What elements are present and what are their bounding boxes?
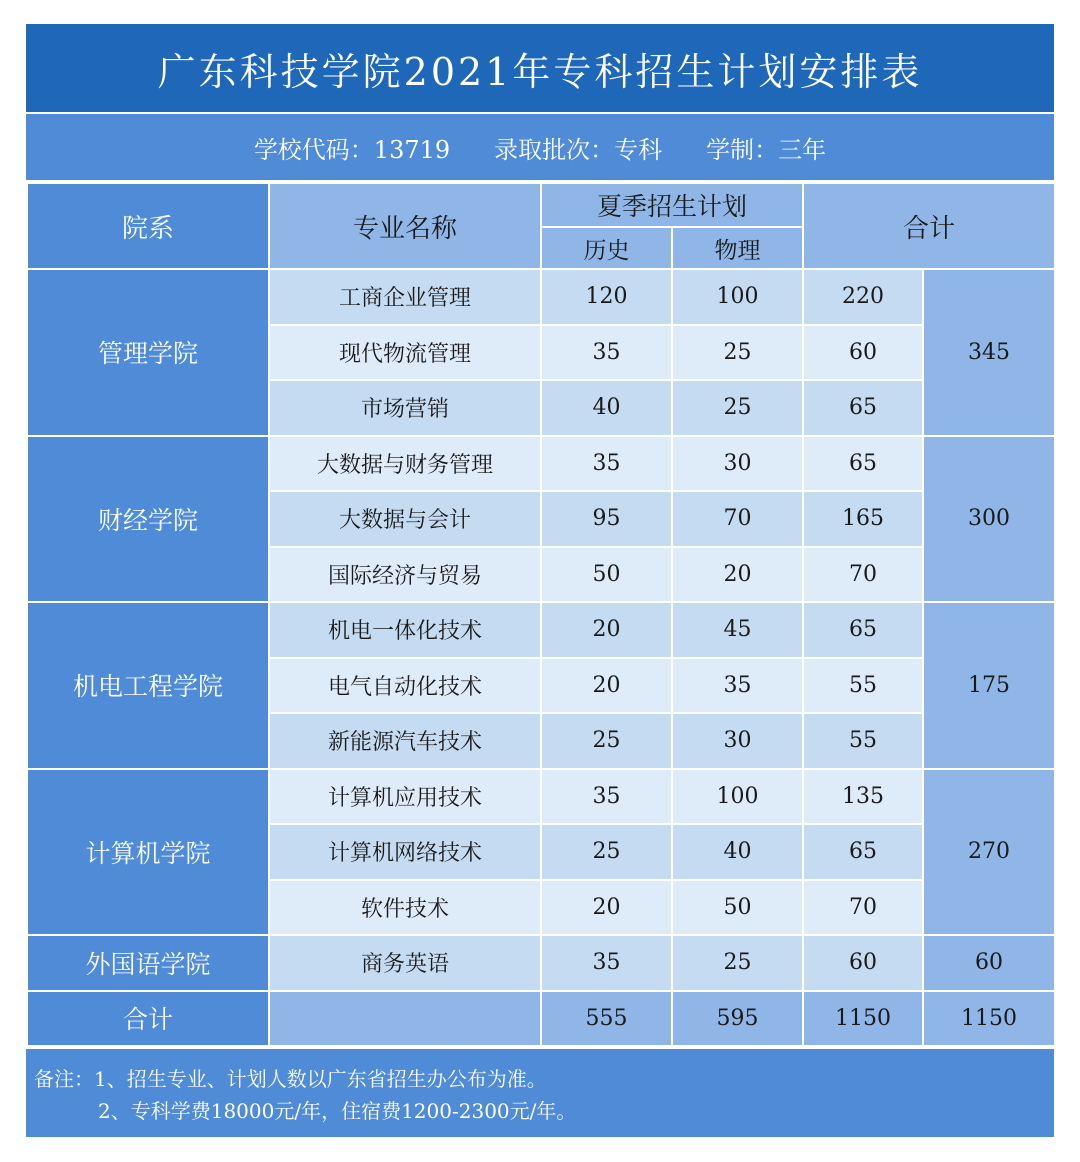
table-row	[27, 769, 1055, 825]
major-total: 55	[803, 658, 923, 714]
major-name: 大数据与会计	[269, 491, 541, 547]
physics-count: 40	[672, 824, 803, 880]
table-body	[27, 269, 1055, 991]
physics-count: 70	[672, 491, 803, 547]
major-total: 220	[803, 269, 923, 325]
dept-subtotal: 300	[923, 436, 1055, 603]
major-name: 计算机应用技术	[269, 769, 541, 825]
dept-name: 财经学院	[27, 436, 269, 603]
physics-count: 35	[672, 658, 803, 714]
history-count: 25	[541, 713, 672, 769]
dept-name: 计算机学院	[27, 769, 269, 936]
header-history: 历史	[541, 227, 672, 269]
grand-total-sum: 1150	[803, 991, 923, 1047]
note-1: 备注：1、招生专业、计划人数以广东省招生办公布为准。	[34, 1067, 547, 1091]
history-count: 25	[541, 824, 672, 880]
table-row	[27, 436, 1055, 492]
history-count: 120	[541, 269, 672, 325]
major-total: 135	[803, 769, 923, 825]
notes	[26, 1047, 1054, 1137]
major-total: 65	[803, 824, 923, 880]
major-name: 软件技术	[269, 880, 541, 936]
physics-count: 20	[672, 547, 803, 603]
history-count: 35	[541, 935, 672, 991]
enrollment-plan-document	[26, 24, 1054, 1137]
major-name: 电气自动化技术	[269, 658, 541, 714]
physics-count: 45	[672, 602, 803, 658]
physics-count: 50	[672, 880, 803, 936]
major-name: 工商企业管理	[269, 269, 541, 325]
physics-count: 25	[672, 325, 803, 381]
grand-total-blank	[269, 991, 541, 1047]
history-count: 20	[541, 880, 672, 936]
major-name: 新能源汽车技术	[269, 713, 541, 769]
grand-total-history: 555	[541, 991, 672, 1047]
header-major: 专业名称	[269, 183, 541, 269]
dept-subtotal: 60	[923, 935, 1055, 991]
physics-count: 25	[672, 935, 803, 991]
history-count: 95	[541, 491, 672, 547]
major-total: 60	[803, 935, 923, 991]
major-name: 大数据与财务管理	[269, 436, 541, 492]
physics-count: 30	[672, 713, 803, 769]
header-dept: 院系	[27, 183, 269, 269]
major-total: 65	[803, 380, 923, 436]
history-count: 35	[541, 436, 672, 492]
dept-name: 外国语学院	[27, 935, 269, 991]
grand-total-overall: 1150	[923, 991, 1055, 1047]
dept-subtotal: 270	[923, 769, 1055, 936]
physics-count: 30	[672, 436, 803, 492]
note-2: 2、专科学费18000元/年，住宿费1200-2300元/年。	[98, 1099, 577, 1123]
major-name: 机电一体化技术	[269, 602, 541, 658]
dept-subtotal: 345	[923, 269, 1055, 436]
dept-name: 机电工程学院	[27, 602, 269, 769]
major-total: 165	[803, 491, 923, 547]
major-name: 计算机网络技术	[269, 824, 541, 880]
history-count: 40	[541, 380, 672, 436]
major-total: 55	[803, 713, 923, 769]
study-duration: 学制：三年	[706, 135, 827, 164]
major-total: 70	[803, 547, 923, 603]
physics-count: 25	[672, 380, 803, 436]
dept-subtotal: 175	[923, 602, 1055, 769]
major-name: 现代物流管理	[269, 325, 541, 381]
major-name: 商务英语	[269, 935, 541, 991]
table-row	[27, 935, 1055, 991]
history-count: 20	[541, 602, 672, 658]
major-name: 市场营销	[269, 380, 541, 436]
grand-total-physics: 595	[672, 991, 803, 1047]
major-total: 65	[803, 602, 923, 658]
grand-total-row	[27, 991, 1055, 1047]
document-title: 广东科技学院2021年专科招生计划安排表	[26, 24, 1054, 114]
table-row	[27, 269, 1055, 325]
dept-name: 管理学院	[27, 269, 269, 436]
history-count: 20	[541, 658, 672, 714]
admission-batch: 录取批次：专科	[494, 135, 663, 164]
history-count: 50	[541, 547, 672, 603]
enrollment-table	[26, 182, 1056, 1047]
major-total: 60	[803, 325, 923, 381]
school-code: 学校代码：13719	[253, 135, 451, 164]
major-total: 65	[803, 436, 923, 492]
history-count: 35	[541, 325, 672, 381]
header-physics: 物理	[672, 227, 803, 269]
table-row	[27, 602, 1055, 658]
major-name: 国际经济与贸易	[269, 547, 541, 603]
history-count: 35	[541, 769, 672, 825]
grand-total-label: 合计	[27, 991, 269, 1047]
header-summer-plan: 夏季招生计划	[541, 183, 803, 227]
physics-count: 100	[672, 769, 803, 825]
major-total: 70	[803, 880, 923, 936]
school-info-bar	[26, 114, 1054, 182]
header-total: 合计	[803, 183, 1055, 269]
physics-count: 100	[672, 269, 803, 325]
